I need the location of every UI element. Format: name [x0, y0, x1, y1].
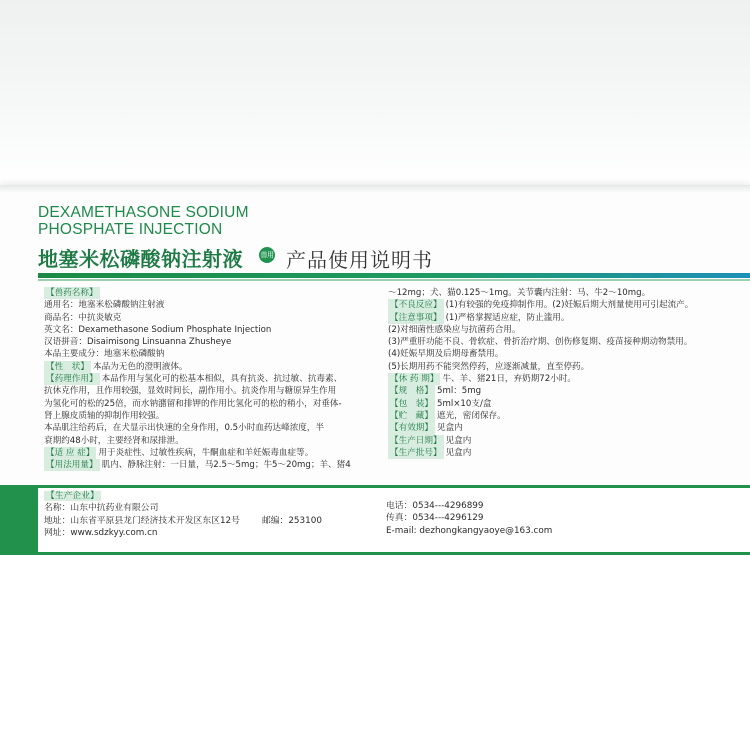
left-col-text: 本品主要成分：地塞米松磷酸钠 [44, 349, 165, 360]
right-col-line [388, 336, 723, 348]
left-col-line [44, 312, 374, 324]
chinese-title: 地塞米松磷酸钠注射液 [38, 247, 243, 271]
left-col-section-tag: 【兽药名称】 [46, 288, 98, 298]
right-col-line [388, 422, 723, 434]
right-col-text: 见盒内 [445, 435, 472, 446]
company-website: 网址：www.sdzkyy.com.cn [44, 528, 158, 539]
left-col-line [44, 324, 374, 336]
right-col-section-tag: 【休 药 期】 [390, 374, 439, 385]
company-info [44, 490, 322, 540]
left-col-text: 为氢化可的松的25倍，而水钠潴留和排钾的作用比氢化可的松的稍小，对垂体- [44, 398, 342, 409]
right-col-section-tag: 【注意事项】 [390, 312, 442, 323]
right-col-section-tag: 【贮 藏】 [390, 410, 433, 421]
left-col-text: 英文名：Dexamethasone Sodium Phosphate Injection [44, 324, 272, 335]
left-col-line [44, 410, 374, 422]
left-col-text: 通用名：地塞米松磷酸钠注射液 [44, 300, 165, 311]
document-subtitle: 产品使用说明书 [286, 248, 433, 272]
company-phone: 电话：0534---4296899 [386, 501, 484, 511]
box-reflection [0, 555, 750, 750]
left-col-line [44, 422, 374, 434]
right-col-line [388, 299, 723, 311]
background-wall [0, 0, 750, 185]
left-col-line [44, 398, 374, 410]
right-col-section-tag: 【生产批号】 [390, 447, 442, 458]
right-col-text: 遮光，密闭保存。 [436, 410, 506, 421]
right-col-section-tag: 【生产日期】 [390, 435, 442, 446]
box-top-edge [0, 185, 750, 193]
company-email: E-mail: dezhongkangyaoye@163.com [386, 525, 553, 536]
left-col-line [44, 373, 374, 385]
right-col-text: (1)严格掌握适应症，防止滥用。 [445, 312, 570, 323]
english-title [38, 204, 298, 238]
company-postcode: 邮编：253100 [261, 515, 322, 526]
right-col-line [388, 287, 723, 299]
company-name: 名称：山东中抗药业有限公司 [44, 503, 159, 514]
left-col-text: 肌内、静脉注射：一日量，马2.5～5mg；牛5～20mg；羊、猪4 [101, 460, 351, 471]
left-col-text: 用于炎症性、过敏性疾病，牛酮血症和羊妊娠毒血症等。 [98, 447, 314, 458]
right-col-text: (5)长期用药不能突然停药，应逐渐减量，直至停药。 [388, 361, 590, 372]
left-col-text: 肾上腺皮质轴的抑制作用较强。 [44, 410, 165, 421]
title-stripe [38, 273, 750, 278]
right-col-line [388, 373, 723, 385]
english-title-line-1: DEXAMETHASONE SODIUM [38, 204, 249, 221]
left-col-text: 衰期约48小时，主要经肾和尿排泄。 [44, 435, 184, 446]
right-col-text: (3)严重肝功能不良、骨软症、骨折治疗期、创伤修复期、疫苗接种期动物禁用。 [388, 337, 693, 348]
right-col-text: (2)对细菌性感染应与抗菌药合用。 [388, 324, 521, 335]
right-col-text: 见盒内 [436, 423, 463, 434]
left-col-line [44, 385, 374, 397]
left-col-line [44, 287, 374, 299]
left-col-line [44, 299, 374, 311]
left-col-text: 本品为无色的澄明液体。 [92, 361, 188, 372]
title-stripe-thin [38, 279, 750, 281]
left-col-line [44, 361, 374, 373]
left-col-line [44, 348, 374, 360]
left-col-text: 商品名：中抗炎敏克 [44, 312, 122, 323]
left-col-line [44, 447, 374, 459]
right-col-line [388, 312, 723, 324]
right-col-text: 5ml×10支/盒 [436, 398, 492, 409]
right-col-section-tag: 【规 格】 [390, 386, 433, 397]
vet-use-badge [259, 247, 275, 263]
left-col-text: 本品肌注给药后，在犬显示出快速的全身作用，0.5小时血药达峰浓度，半 [44, 423, 325, 434]
left-col-text: 抗休克作用，且作用较强，显效时间长，副作用小。抗炎作用与糖原异生作用 [44, 386, 337, 397]
left-col-line [44, 459, 374, 471]
right-col-section-tag: 【不良反应】 [390, 300, 442, 311]
right-col-text: 牛、羊、猪21日，弃奶期72小时。 [442, 374, 577, 385]
right-col-line [388, 324, 723, 336]
left-col-text: 汉语拼音：Disaimisong Linsuanna Zhusheye [44, 337, 232, 348]
right-col-text: ～12mg；犬、猫0.125～1mg。关节囊内注射：马、牛2～10mg。 [388, 288, 651, 298]
right-col-line [388, 435, 723, 447]
right-col-line [388, 398, 723, 410]
company-address: 地址：山东省平原县龙门经济技术开发区东区12号 [44, 515, 240, 526]
left-col-section-tag: 【性 状】 [46, 361, 89, 372]
english-title-line-2: PHOSPHATE INJECTION [38, 221, 223, 238]
contact-info [386, 500, 552, 537]
left-col-section-tag: 【药理作用】 [46, 374, 98, 385]
left-col-line [44, 435, 374, 447]
right-instructions-column [388, 287, 723, 459]
vet-badge-text: 兽用 [260, 251, 274, 259]
right-col-line [388, 348, 723, 360]
company-fax: 传真：0534---4296129 [386, 513, 484, 524]
left-instructions-column [44, 287, 374, 471]
right-col-section-tag: 【有效期】 [390, 423, 433, 434]
right-col-text: 见盒内 [445, 447, 472, 458]
company-address-line [44, 515, 322, 527]
right-col-section-tag: 【包 装】 [390, 398, 433, 409]
right-col-line [388, 385, 723, 397]
left-col-section-tag: 【适 应 症】 [46, 447, 95, 458]
right-col-text: 5ml：5mg [436, 386, 482, 397]
right-col-line [388, 410, 723, 422]
right-col-line [388, 361, 723, 373]
left-col-section-tag: 【用法用量】 [46, 460, 98, 471]
right-col-text: (4)妊娠早期及后期母畜禁用。 [388, 349, 504, 360]
right-col-text: (1)有较强的免疫抑制作用。(2)妊娠后期大剂量使用可引起流产。 [445, 300, 694, 311]
right-col-line [388, 447, 723, 459]
company-heading: 【生产企业】 [46, 491, 99, 501]
left-col-text: 本品作用与氢化可的松基本相似，具有抗炎、抗过敏、抗毒素、 [101, 374, 343, 385]
left-col-line [44, 336, 374, 348]
